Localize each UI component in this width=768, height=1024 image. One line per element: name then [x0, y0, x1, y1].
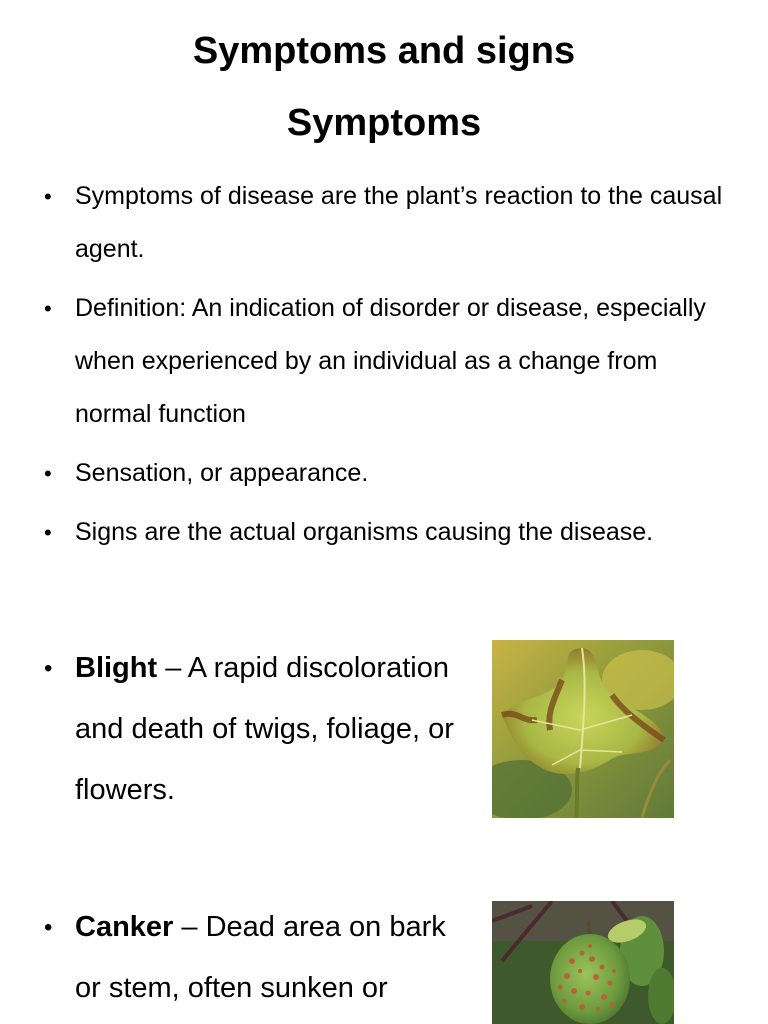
list-item [44, 447, 724, 500]
page-title: Symptoms and signs [192, 30, 576, 72]
blight-leaf-photo [492, 640, 674, 818]
bullet-icon: • [44, 461, 52, 486]
term-canker: Canker [75, 911, 174, 943]
bullet-icon: • [44, 184, 52, 209]
canker-fruit-photo [492, 901, 674, 1024]
bullet-icon: • [44, 655, 53, 682]
bullet-text: Symptoms of disease are the plant’s reaction to the causal agent. [75, 182, 723, 263]
blight-item [44, 638, 464, 821]
bullet-icon: • [44, 520, 52, 545]
list-item [44, 282, 724, 441]
definition-canker: – Dead area on bark or stem, often sunken or [75, 911, 446, 1004]
term-blight: Blight [75, 652, 158, 684]
list-item [44, 170, 724, 276]
list-item [44, 638, 464, 821]
symptom-bullet-list [44, 170, 724, 565]
definition-blight: – A rapid discoloration and death of twigs, foliage, or flowers. [75, 652, 454, 806]
bullet-icon: • [44, 914, 53, 941]
list-item [44, 897, 464, 1019]
list-item [44, 506, 724, 559]
bullet-text: Signs are the actual organisms causing the disease. [75, 518, 654, 546]
bullet-text: Sensation, or appearance. [75, 459, 369, 487]
canker-item [44, 897, 464, 1019]
bullet-text: Definition: An indication of disorder or disease, especially when experienced by an individual as a change from normal function [75, 294, 706, 428]
section-heading: Symptoms [286, 102, 482, 144]
bullet-icon: • [44, 296, 52, 321]
